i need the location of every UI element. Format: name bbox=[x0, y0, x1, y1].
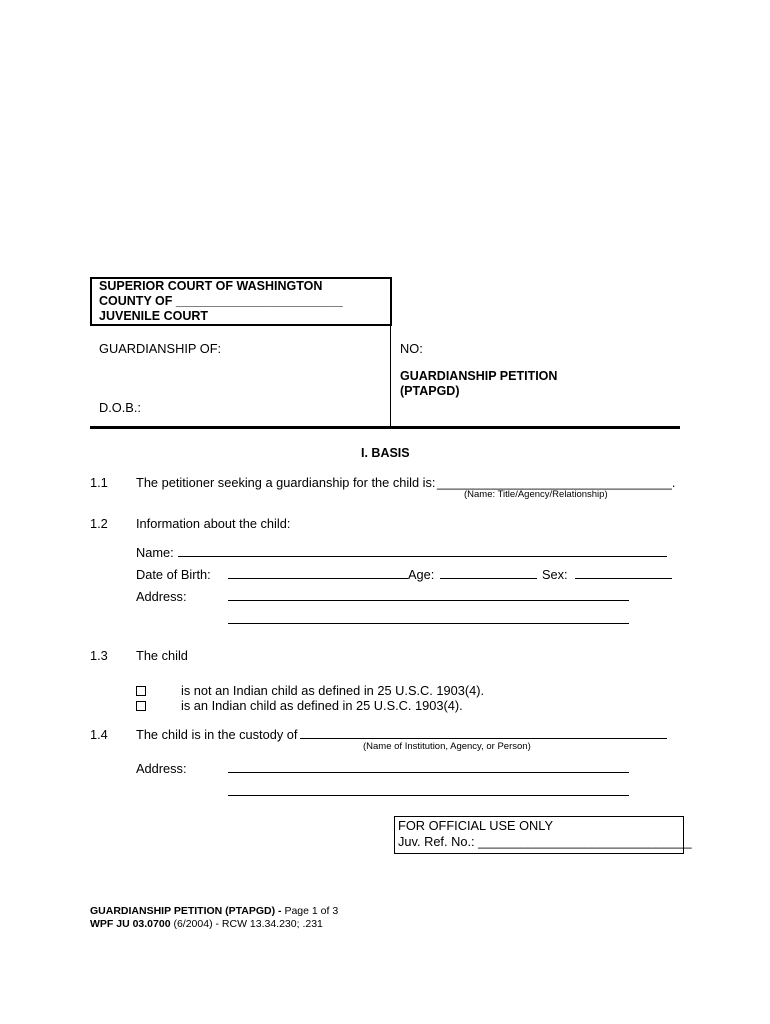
footer-form-id: WPF JU 03.0700 bbox=[90, 918, 171, 930]
child-dob-field[interactable] bbox=[228, 578, 408, 579]
not-indian-child-label: is not an Indian child as defined in 25 U.S.C. 1903(4). bbox=[181, 683, 485, 698]
custodian-address-field-2[interactable] bbox=[228, 795, 629, 796]
para-1-1-number: 1.1 bbox=[90, 475, 108, 490]
case-number-label: NO: bbox=[400, 341, 423, 356]
para-1-1-text: The petitioner seeking a guardianship for the child is: bbox=[136, 475, 436, 490]
official-use-title: FOR OFFICIAL USE ONLY bbox=[398, 818, 554, 833]
para-1-3-text: The child bbox=[136, 648, 188, 663]
footer-line-1 bbox=[90, 905, 338, 917]
dob-label: D.O.B.: bbox=[99, 400, 141, 415]
custodian-caption: (Name of Institution, Agency, or Person) bbox=[363, 741, 531, 752]
petitioner-caption: (Name: Title/Agency/Relationship) bbox=[464, 489, 608, 500]
footer-page-number: Page 1 of 3 bbox=[284, 905, 339, 917]
child-age-label: Age: bbox=[408, 567, 435, 582]
custodian-field[interactable] bbox=[300, 738, 667, 739]
custodian-address-label: Address: bbox=[136, 761, 187, 776]
juvenile-court: JUVENILE COURT bbox=[99, 309, 209, 323]
child-sex-field[interactable] bbox=[575, 578, 672, 579]
indian-child-checkbox[interactable] bbox=[136, 701, 146, 711]
document-code: (PTAPGD) bbox=[400, 384, 460, 398]
para-1-3-number: 1.3 bbox=[90, 648, 108, 663]
juv-ref-number[interactable]: Juv. Ref. No.: ______________________________ bbox=[398, 834, 692, 849]
child-address-field-2[interactable] bbox=[228, 623, 629, 624]
footer-line-2 bbox=[90, 918, 323, 930]
footer-form-name: GUARDIANSHIP PETITION (PTAPGD) - bbox=[90, 905, 282, 917]
caption-divider bbox=[390, 277, 391, 427]
para-1-4-number: 1.4 bbox=[90, 727, 108, 742]
custodian-address-field-1[interactable] bbox=[228, 772, 629, 773]
child-age-field[interactable] bbox=[440, 578, 537, 579]
section-heading: I. BASIS bbox=[361, 446, 410, 460]
child-sex-label: Sex: bbox=[542, 567, 568, 582]
para-1-2-number: 1.2 bbox=[90, 516, 108, 531]
child-address-field-1[interactable] bbox=[228, 600, 629, 601]
not-indian-child-checkbox[interactable] bbox=[136, 686, 146, 696]
para-1-4-text: The child is in the custody of bbox=[136, 727, 298, 742]
child-name-label: Name: bbox=[136, 545, 174, 560]
child-name-field[interactable] bbox=[178, 556, 667, 557]
para-1-2-text: Information about the child: bbox=[136, 516, 291, 531]
child-address-label: Address: bbox=[136, 589, 187, 604]
document-title: GUARDIANSHIP PETITION bbox=[400, 369, 558, 383]
child-dob-label: Date of Birth: bbox=[136, 567, 211, 582]
petitioner-blank[interactable]: _________________________________. bbox=[437, 475, 676, 490]
caption-rule bbox=[90, 426, 680, 429]
footer-revision: (6/2004) - RCW 13.34.230; .231 bbox=[173, 918, 323, 930]
guardianship-of-label: GUARDIANSHIP OF: bbox=[99, 341, 222, 356]
county-line: COUNTY OF ________________________ bbox=[99, 294, 343, 308]
court-name: SUPERIOR COURT OF WASHINGTON bbox=[99, 279, 323, 293]
indian-child-label: is an Indian child as defined in 25 U.S.C. 1903(4). bbox=[181, 698, 463, 713]
